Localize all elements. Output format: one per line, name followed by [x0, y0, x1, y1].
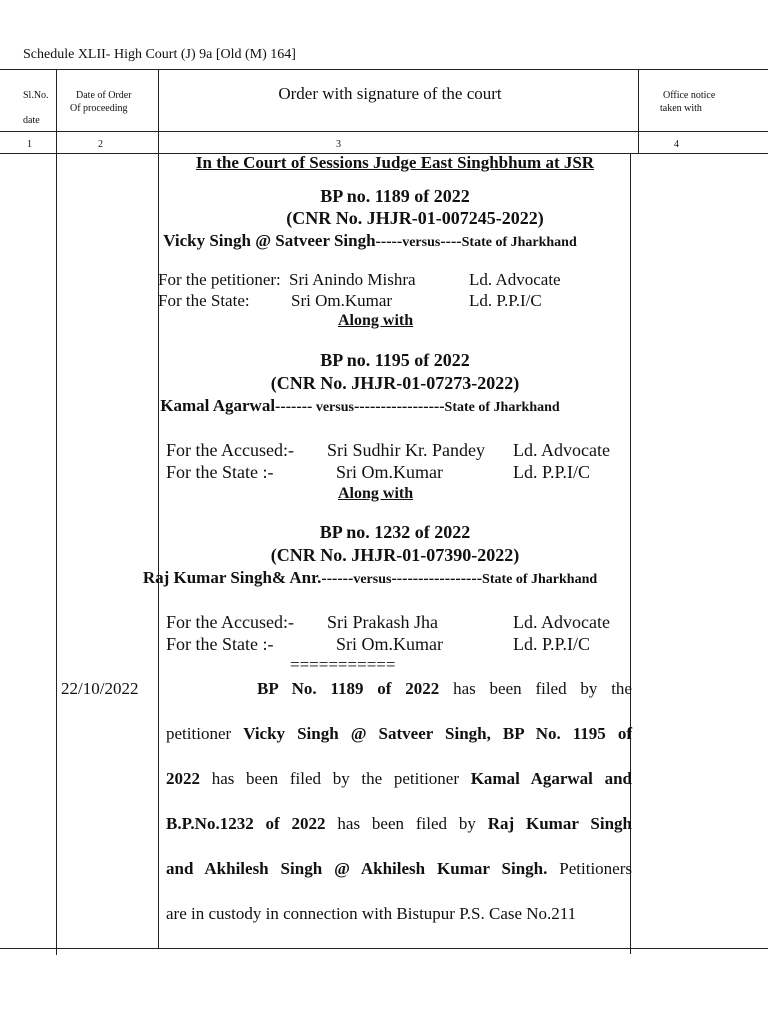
- table-top-border: [0, 69, 768, 70]
- col2-header-line1: Date of Order: [76, 90, 132, 101]
- case2-bp: BP no. 1195 of 2022: [320, 350, 470, 370]
- order-body-line-2: [166, 724, 632, 744]
- table-bottom-border: [0, 948, 768, 949]
- col-divider-3-lower: [630, 154, 631, 954]
- case2-counsel2-desig: Ld. P.P.I/C: [513, 462, 591, 482]
- order-body-line-6: are in custody in connection with Bistupur P.S. Case No.211: [166, 904, 577, 923]
- case3-counsel2-label: For the State :-: [166, 634, 274, 654]
- case1-counsel1-name: Sri Anindo Mishra: [289, 270, 416, 289]
- order-date: 22/10/2022: [61, 679, 139, 698]
- case2-counsel2-name: Sri Om.Kumar: [336, 462, 443, 482]
- order-body-line-3: [166, 769, 632, 789]
- order-body-l3-bold: 2022: [166, 769, 200, 788]
- case2-counsel1-desig: Ld. Advocate: [513, 440, 610, 460]
- col1-header-line1: Sl.No.: [23, 90, 49, 101]
- case1-counsel2-desig: Ld. P.P.I/C: [469, 291, 542, 310]
- case2-cnr: (CNR No. JHJR-01-07273-2022): [270, 373, 520, 393]
- order-body-line-4: [166, 814, 632, 834]
- case3-versus: versus: [353, 572, 392, 587]
- case3-counsel1-label: For the Accused:-: [166, 612, 294, 632]
- case1-party-a: Vicky Singh @ Satveer Singh: [163, 231, 376, 250]
- order-body-l2-bold: Vicky Singh @ Satveer Singh, BP No. 1195 of: [243, 724, 632, 743]
- case3-party-b: State of Jharkhand: [482, 572, 598, 587]
- order-body-l5-bold: and Akhilesh Singh @ Akhilesh Kumar Singh.: [166, 859, 548, 878]
- col2-header-line2: Of proceeding: [70, 103, 128, 114]
- col-number-3: 3: [336, 139, 341, 150]
- order-body-line-1: [257, 679, 632, 699]
- order-body-l4-bold2: Raj Kumar Singh: [487, 814, 632, 833]
- col4-header-line2: taken with: [660, 103, 702, 114]
- case3-counsel2-name: Sri Om.Kumar: [336, 634, 443, 654]
- col3-header: Order with signature of the court: [278, 84, 502, 103]
- header-bottom-border: [0, 131, 768, 132]
- separator-line: ===========: [290, 655, 396, 674]
- col-divider-1: [56, 69, 57, 955]
- case3-counsel2-desig: Ld. P.P.I/C: [513, 634, 591, 654]
- case1-versus: versus: [402, 235, 441, 250]
- case2-counsel1-name: Sri Sudhir Kr. Pandey: [327, 440, 486, 460]
- case1-dash1: -----: [375, 233, 403, 250]
- col1-header-line2: date: [23, 115, 40, 126]
- case2-counsel1-label: For the Accused:-: [166, 440, 294, 460]
- order-body-l1-bold: BP No. 1189 of 2022: [257, 679, 440, 698]
- col-number-1: 1: [27, 139, 32, 150]
- case1-party-b: State of Jharkhand: [461, 235, 577, 250]
- case2-party-b: State of Jharkhand: [444, 400, 560, 415]
- case3-dash1: ------: [321, 570, 354, 587]
- along-with-2: Along with: [338, 485, 414, 502]
- col-number-2: 2: [98, 139, 103, 150]
- case1-counsel2-label: For the State:: [158, 291, 250, 310]
- case1-cnr: (CNR No. JHJR-01-007245-2022): [286, 208, 544, 228]
- court-heading: In the Court of Sessions Judge East Singhbhum at JSR: [195, 153, 595, 172]
- case2-counsel2-label: For the State :-: [166, 462, 274, 482]
- order-body-l4-bold: B.P.No.1232 of 2022: [166, 814, 326, 833]
- case2-party-a: Kamal Agarwal: [160, 396, 276, 415]
- case3-parties: [60, 568, 680, 588]
- col-divider-2: [158, 69, 159, 949]
- order-body-l3-bold2: Kamal Agarwal and: [470, 769, 632, 788]
- case3-bp: BP no. 1232 of 2022: [319, 522, 471, 542]
- case3-cnr: (CNR No. JHJR-01-07390-2022): [270, 545, 520, 565]
- case3-party-a: Raj Kumar Singh& Anr.: [142, 568, 322, 587]
- order-body-l2-text: petitioner: [166, 724, 244, 743]
- order-body-l1-text: has been filed by the: [439, 679, 632, 698]
- order-body-l5-text: Petitioners: [547, 859, 633, 878]
- case2-dash2: -----------------: [353, 398, 445, 415]
- case2-parties: [50, 396, 670, 416]
- case2-versus: versus: [312, 400, 354, 415]
- case1-counsel2-name: Sri Om.Kumar: [291, 291, 393, 310]
- case3-counsel1-desig: Ld. Advocate: [513, 612, 610, 632]
- case1-parties: [60, 231, 680, 251]
- col-number-4: 4: [674, 139, 679, 150]
- along-with-1: Along with: [338, 312, 414, 329]
- case3-counsel1-name: Sri Prakash Jha: [327, 612, 438, 632]
- order-body-l4-text: has been filed by: [325, 814, 488, 833]
- case2-dash1: -------: [275, 398, 313, 415]
- order-body-l3-text: has been filed by the petitioner: [200, 769, 471, 788]
- case1-dash2: ----: [440, 233, 462, 250]
- order-body-line-5: [166, 859, 632, 879]
- schedule-title: Schedule XLII- High Court (J) 9a [Old (M) 164]: [23, 47, 296, 62]
- col4-header-line1: Office notice: [663, 90, 716, 101]
- case1-counsel1-desig: Ld. Advocate: [469, 270, 561, 289]
- case3-dash2: -----------------: [391, 570, 483, 587]
- case1-bp: BP no. 1189 of 2022: [320, 186, 470, 206]
- col-divider-3: [638, 69, 639, 154]
- case1-counsel1-label: For the petitioner:: [158, 270, 281, 289]
